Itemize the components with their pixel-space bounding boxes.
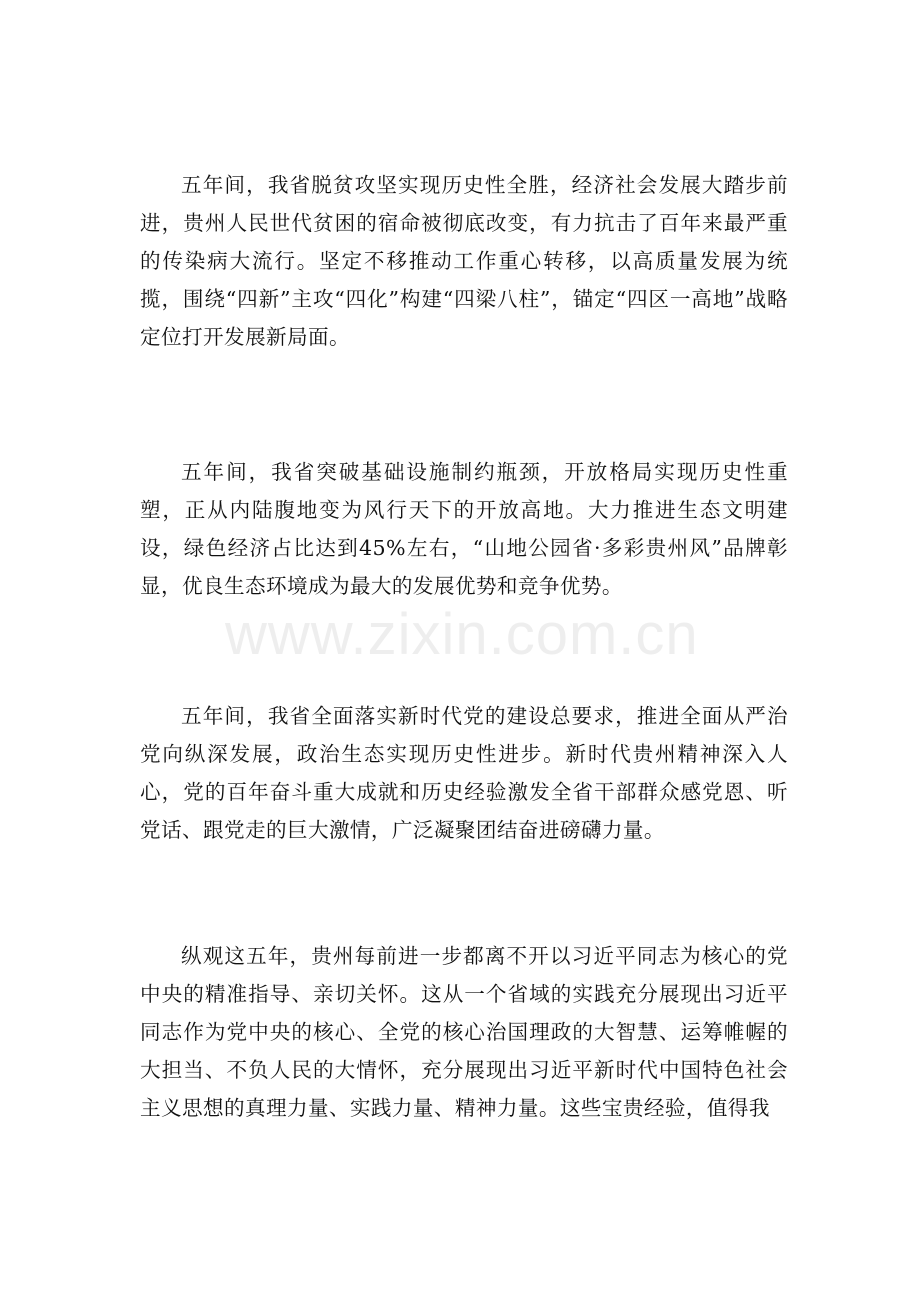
paragraph-1: 五年间，我省脱贫攻坚实现历史性全胜，经济社会发展大踏步前进，贵州人民世代贫困的宿命被彻底改变，有力抗击了百年来最严重的传染病大流行。坚定不移推动工作重心转移，以高质量发展为统揽，围绕“四新”主攻“四化”构建“四梁八柱”，锚定“四区一高地”战略定位打开发展新局面。 — [140, 173, 788, 349]
paragraph-4: 纵观这五年，贵州每前进一步都离不开以习近平同志为核心的党中央的精准指导、亲切关怀。这从一个省域的实践充分展现出习近平同志作为党中央的核心、全党的核心治国理政的大智慧、运筹帷幄的大担当、不负人民的大情怀，充分展现出习近平新时代中国特色社会主义思想的真理力量、实践力量、精神力量。这些宝贵经验，值得我 — [140, 944, 788, 1120]
paragraph-2: 五年间，我省突破基础设施制约瓶颈，开放格局实现历史性重塑，正从内陆腹地变为风行天下的开放高地。大力推进生态文明建设，绿色经济占比达到45%左右，“山地公园省·多彩贵州风”品牌彰显，优良生态环境成为最大的发展优势和竞争优势。 — [140, 460, 788, 598]
watermark-text: www.zixin.com.cn — [225, 602, 699, 667]
paragraph-3: 五年间，我省全面落实新时代党的建设总要求，推进全面从严治党向纵深发展，政治生态实现历史性进步。新时代贵州精神深入人心，党的百年奋斗重大成就和历史经验激发全省干部群众感党恩、听党话、跟党走的巨大激情，广泛凝聚团结奋进磅礴力量。 — [140, 704, 788, 842]
